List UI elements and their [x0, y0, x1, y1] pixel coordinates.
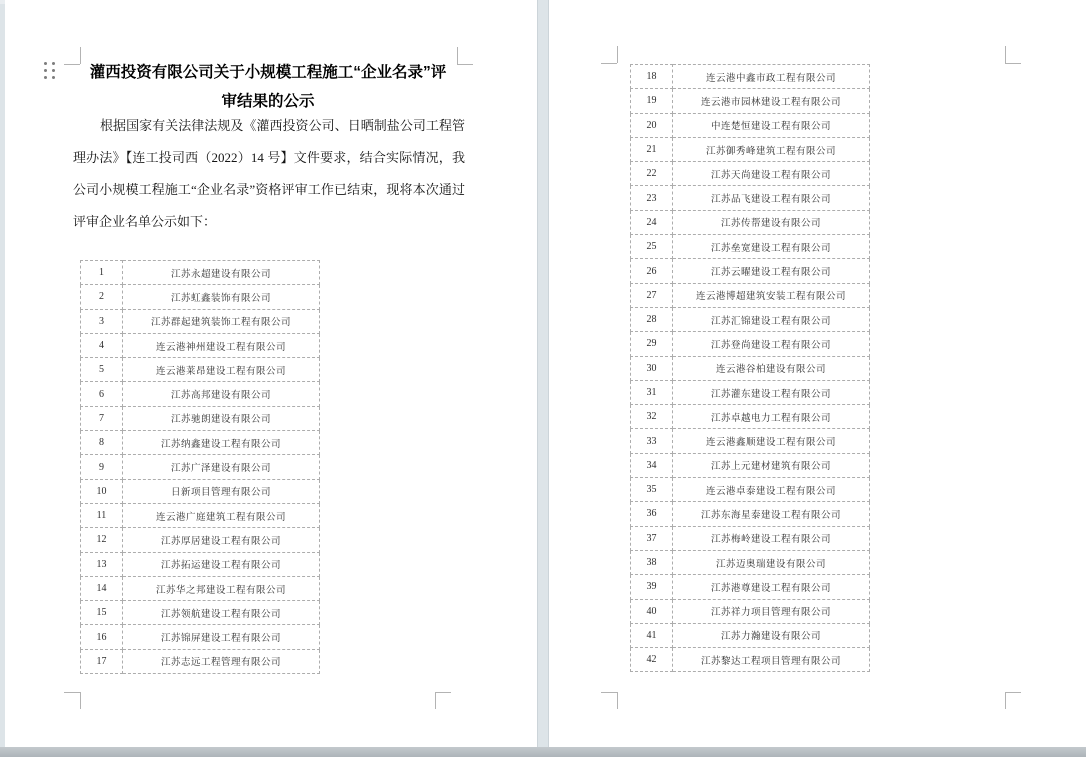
company-name-cell[interactable]: 连云港市园林建设工程有限公司: [673, 89, 870, 113]
company-name-cell[interactable]: 江苏力瀚建设有限公司: [673, 623, 870, 647]
row-number-cell[interactable]: 24: [631, 210, 673, 234]
table-row: [631, 648, 870, 672]
row-number-cell[interactable]: 41: [631, 623, 673, 647]
company-table-page1[interactable]: [80, 260, 320, 674]
row-number-cell[interactable]: 5: [81, 358, 123, 382]
company-name-cell[interactable]: 江苏天尚建设工程有限公司: [673, 162, 870, 186]
crop-mark-bottom-right-icon: [435, 692, 451, 693]
company-name-cell[interactable]: 江苏传帮建设有限公司: [673, 210, 870, 234]
company-name-cell[interactable]: 连云港谷柏建设有限公司: [673, 356, 870, 380]
table-row: [81, 601, 320, 625]
page-divider: [537, 0, 549, 747]
table-row: [631, 526, 870, 550]
paragraph-drag-handle-icon[interactable]: [44, 62, 56, 80]
company-name-cell[interactable]: 江苏品飞建设工程有限公司: [673, 186, 870, 210]
company-name-cell[interactable]: 日新项目管理有限公司: [123, 479, 320, 503]
company-name-cell[interactable]: 连云港卓泰建设工程有限公司: [673, 478, 870, 502]
row-number-cell[interactable]: 34: [631, 453, 673, 477]
company-name-cell[interactable]: 江苏汇锦建设工程有限公司: [673, 307, 870, 331]
row-number-cell[interactable]: 37: [631, 526, 673, 550]
table-row: [81, 382, 320, 406]
company-name-cell[interactable]: 江苏御秀峰建筑工程有限公司: [673, 137, 870, 161]
row-number-cell[interactable]: 6: [81, 382, 123, 406]
row-number-cell[interactable]: 28: [631, 307, 673, 331]
table-row: [81, 455, 320, 479]
row-number-cell[interactable]: 42: [631, 648, 673, 672]
company-name-cell[interactable]: 连云港莱昂建设工程有限公司: [123, 358, 320, 382]
company-name-cell[interactable]: 江苏梅岭建设工程有限公司: [673, 526, 870, 550]
table-row: [81, 431, 320, 455]
table-row: [81, 649, 320, 673]
table-row: [81, 528, 320, 552]
table-row: [631, 623, 870, 647]
crop-mark-bottom-right-icon: [1005, 692, 1006, 709]
row-number-cell[interactable]: 11: [81, 503, 123, 527]
company-name-cell[interactable]: 江苏志远工程管理有限公司: [123, 649, 320, 673]
row-number-cell[interactable]: 15: [81, 601, 123, 625]
table-row: [631, 332, 870, 356]
table-row: [631, 502, 870, 526]
row-number-cell[interactable]: 3: [81, 309, 123, 333]
row-number-cell[interactable]: 26: [631, 259, 673, 283]
crop-mark-top-right-icon: [1005, 46, 1006, 63]
row-number-cell[interactable]: 9: [81, 455, 123, 479]
table-row: [631, 380, 870, 404]
row-number-cell[interactable]: 20: [631, 113, 673, 137]
table-row: [81, 358, 320, 382]
crop-mark-bottom-left-icon: [64, 692, 80, 693]
company-name-cell[interactable]: 连云港中鑫市政工程有限公司: [673, 65, 870, 89]
company-name-cell[interactable]: 江苏祥力项目管理有限公司: [673, 599, 870, 623]
company-name-cell[interactable]: 江苏广泽建设有限公司: [123, 455, 320, 479]
table-row: [631, 478, 870, 502]
company-name-cell[interactable]: 江苏登尚建设工程有限公司: [673, 332, 870, 356]
table-row: [631, 186, 870, 210]
row-number-cell[interactable]: 39: [631, 575, 673, 599]
table-row: [631, 162, 870, 186]
row-number-cell[interactable]: 18: [631, 65, 673, 89]
table-row: [81, 479, 320, 503]
intro-paragraph[interactable]: 根据国家有关法律法规及《灌西投资公司、日晒制盐公司工程管理办法》【连工投司西（2022）14 号】文件要求，结合实际情况，我公司小规模工程施工“企业名录”资格评审工作已结束，现将本次通过评审企业名单公示如下：: [73, 118, 465, 229]
title-line-1: 灌西投资有限公司关于小规模工程施工“企业名录”评: [89, 64, 447, 81]
table-row: [631, 405, 870, 429]
table-row: [631, 429, 870, 453]
company-table-body: [631, 65, 870, 672]
company-name-cell[interactable]: 江苏华之邦建设工程有限公司: [123, 576, 320, 600]
company-name-cell[interactable]: 江苏港尊建设工程有限公司: [673, 575, 870, 599]
table-row: [631, 575, 870, 599]
crop-mark-bottom-left-icon: [80, 692, 81, 709]
row-number-cell[interactable]: 30: [631, 356, 673, 380]
table-row: [81, 309, 320, 333]
row-number-cell[interactable]: 27: [631, 283, 673, 307]
table-row: [81, 285, 320, 309]
row-number-cell[interactable]: 12: [81, 528, 123, 552]
row-number-cell[interactable]: 19: [631, 89, 673, 113]
crop-mark-top-right-icon: [1005, 63, 1021, 64]
company-name-cell[interactable]: 江苏锦屏建设工程有限公司: [123, 625, 320, 649]
crop-mark-bottom-right-icon: [1005, 692, 1021, 693]
table-row: [631, 356, 870, 380]
row-number-cell[interactable]: 4: [81, 333, 123, 357]
row-number-cell[interactable]: 32: [631, 405, 673, 429]
crop-mark-top-left-icon: [601, 63, 617, 64]
company-name-cell[interactable]: 江苏黎达工程项目管理有限公司: [673, 648, 870, 672]
table-row: [631, 283, 870, 307]
row-number-cell[interactable]: 31: [631, 380, 673, 404]
company-name-cell[interactable]: 江苏拓运建设工程有限公司: [123, 552, 320, 576]
company-name-cell[interactable]: 江苏高邦建设有限公司: [123, 382, 320, 406]
row-number-cell[interactable]: 8: [81, 431, 123, 455]
crop-mark-bottom-left-icon: [601, 692, 617, 693]
company-name-cell[interactable]: 连云港广庭建筑工程有限公司: [123, 503, 320, 527]
table-row: [81, 261, 320, 285]
row-number-cell[interactable]: 14: [81, 576, 123, 600]
row-number-cell[interactable]: 7: [81, 406, 123, 430]
row-number-cell[interactable]: 29: [631, 332, 673, 356]
table-row: [631, 599, 870, 623]
row-number-cell[interactable]: 10: [81, 479, 123, 503]
company-name-cell[interactable]: 江苏东海星泰建设工程有限公司: [673, 502, 870, 526]
table-row: [631, 137, 870, 161]
company-name-cell[interactable]: 江苏迈奥瑞建设有限公司: [673, 550, 870, 574]
company-name-cell[interactable]: 江苏群起建筑装饰工程有限公司: [123, 309, 320, 333]
company-name-cell[interactable]: 连云港鑫顺建设工程有限公司: [673, 429, 870, 453]
table-row: [81, 333, 320, 357]
row-number-cell[interactable]: 40: [631, 599, 673, 623]
company-name-cell[interactable]: 江苏上元建材建筑有限公司: [673, 453, 870, 477]
table-row: [631, 65, 870, 89]
company-name-cell[interactable]: 江苏垒宽建设工程有限公司: [673, 235, 870, 259]
row-number-cell[interactable]: 2: [81, 285, 123, 309]
crop-mark-bottom-right-icon: [435, 692, 436, 709]
company-name-cell[interactable]: 江苏永超建设有限公司: [123, 261, 320, 285]
row-number-cell[interactable]: 17: [81, 649, 123, 673]
row-number-cell[interactable]: 38: [631, 550, 673, 574]
table-row: [631, 89, 870, 113]
crop-mark-bottom-left-icon: [617, 692, 618, 709]
title-line-2: 审结果的公示: [221, 93, 315, 110]
page-2: [549, 0, 1086, 747]
company-name-cell[interactable]: 江苏领航建设工程有限公司: [123, 601, 320, 625]
company-name-cell[interactable]: 江苏厚居建设工程有限公司: [123, 528, 320, 552]
table-row: [631, 210, 870, 234]
company-name-cell[interactable]: 江苏灌东建设工程有限公司: [673, 380, 870, 404]
table-row: [631, 453, 870, 477]
company-table-page2[interactable]: [630, 64, 870, 672]
row-number-cell[interactable]: 33: [631, 429, 673, 453]
table-row: [631, 113, 870, 137]
table-row: [631, 307, 870, 331]
page-1: [5, 0, 537, 747]
page-title[interactable]: [63, 58, 473, 116]
table-row: [631, 259, 870, 283]
table-row: [81, 406, 320, 430]
row-number-cell[interactable]: 16: [81, 625, 123, 649]
row-number-cell[interactable]: 21: [631, 137, 673, 161]
row-number-cell[interactable]: 36: [631, 502, 673, 526]
row-number-cell[interactable]: 1: [81, 261, 123, 285]
table-row: [81, 503, 320, 527]
table-row: [81, 576, 320, 600]
table-row: [81, 625, 320, 649]
company-name-cell[interactable]: 江苏虹鑫装饰有限公司: [123, 285, 320, 309]
company-table-body: [81, 261, 320, 674]
row-number-cell[interactable]: 25: [631, 235, 673, 259]
company-name-cell[interactable]: 江苏驰朗建设有限公司: [123, 406, 320, 430]
window-bottom-edge: [0, 747, 1086, 757]
table-row: [81, 552, 320, 576]
row-number-cell[interactable]: 35: [631, 478, 673, 502]
company-name-cell[interactable]: 连云港博超建筑安装工程有限公司: [673, 283, 870, 307]
crop-mark-top-left-icon: [617, 46, 618, 63]
company-name-cell[interactable]: 连云港神州建设工程有限公司: [123, 333, 320, 357]
row-number-cell[interactable]: 13: [81, 552, 123, 576]
company-name-cell[interactable]: 江苏卓越电力工程有限公司: [673, 405, 870, 429]
table-row: [631, 235, 870, 259]
company-name-cell[interactable]: 中连楚恒建设工程有限公司: [673, 113, 870, 137]
company-name-cell[interactable]: 江苏纳鑫建设工程有限公司: [123, 431, 320, 455]
company-name-cell[interactable]: 江苏云曜建设工程有限公司: [673, 259, 870, 283]
row-number-cell[interactable]: 22: [631, 162, 673, 186]
row-number-cell[interactable]: 23: [631, 186, 673, 210]
table-row: [631, 550, 870, 574]
